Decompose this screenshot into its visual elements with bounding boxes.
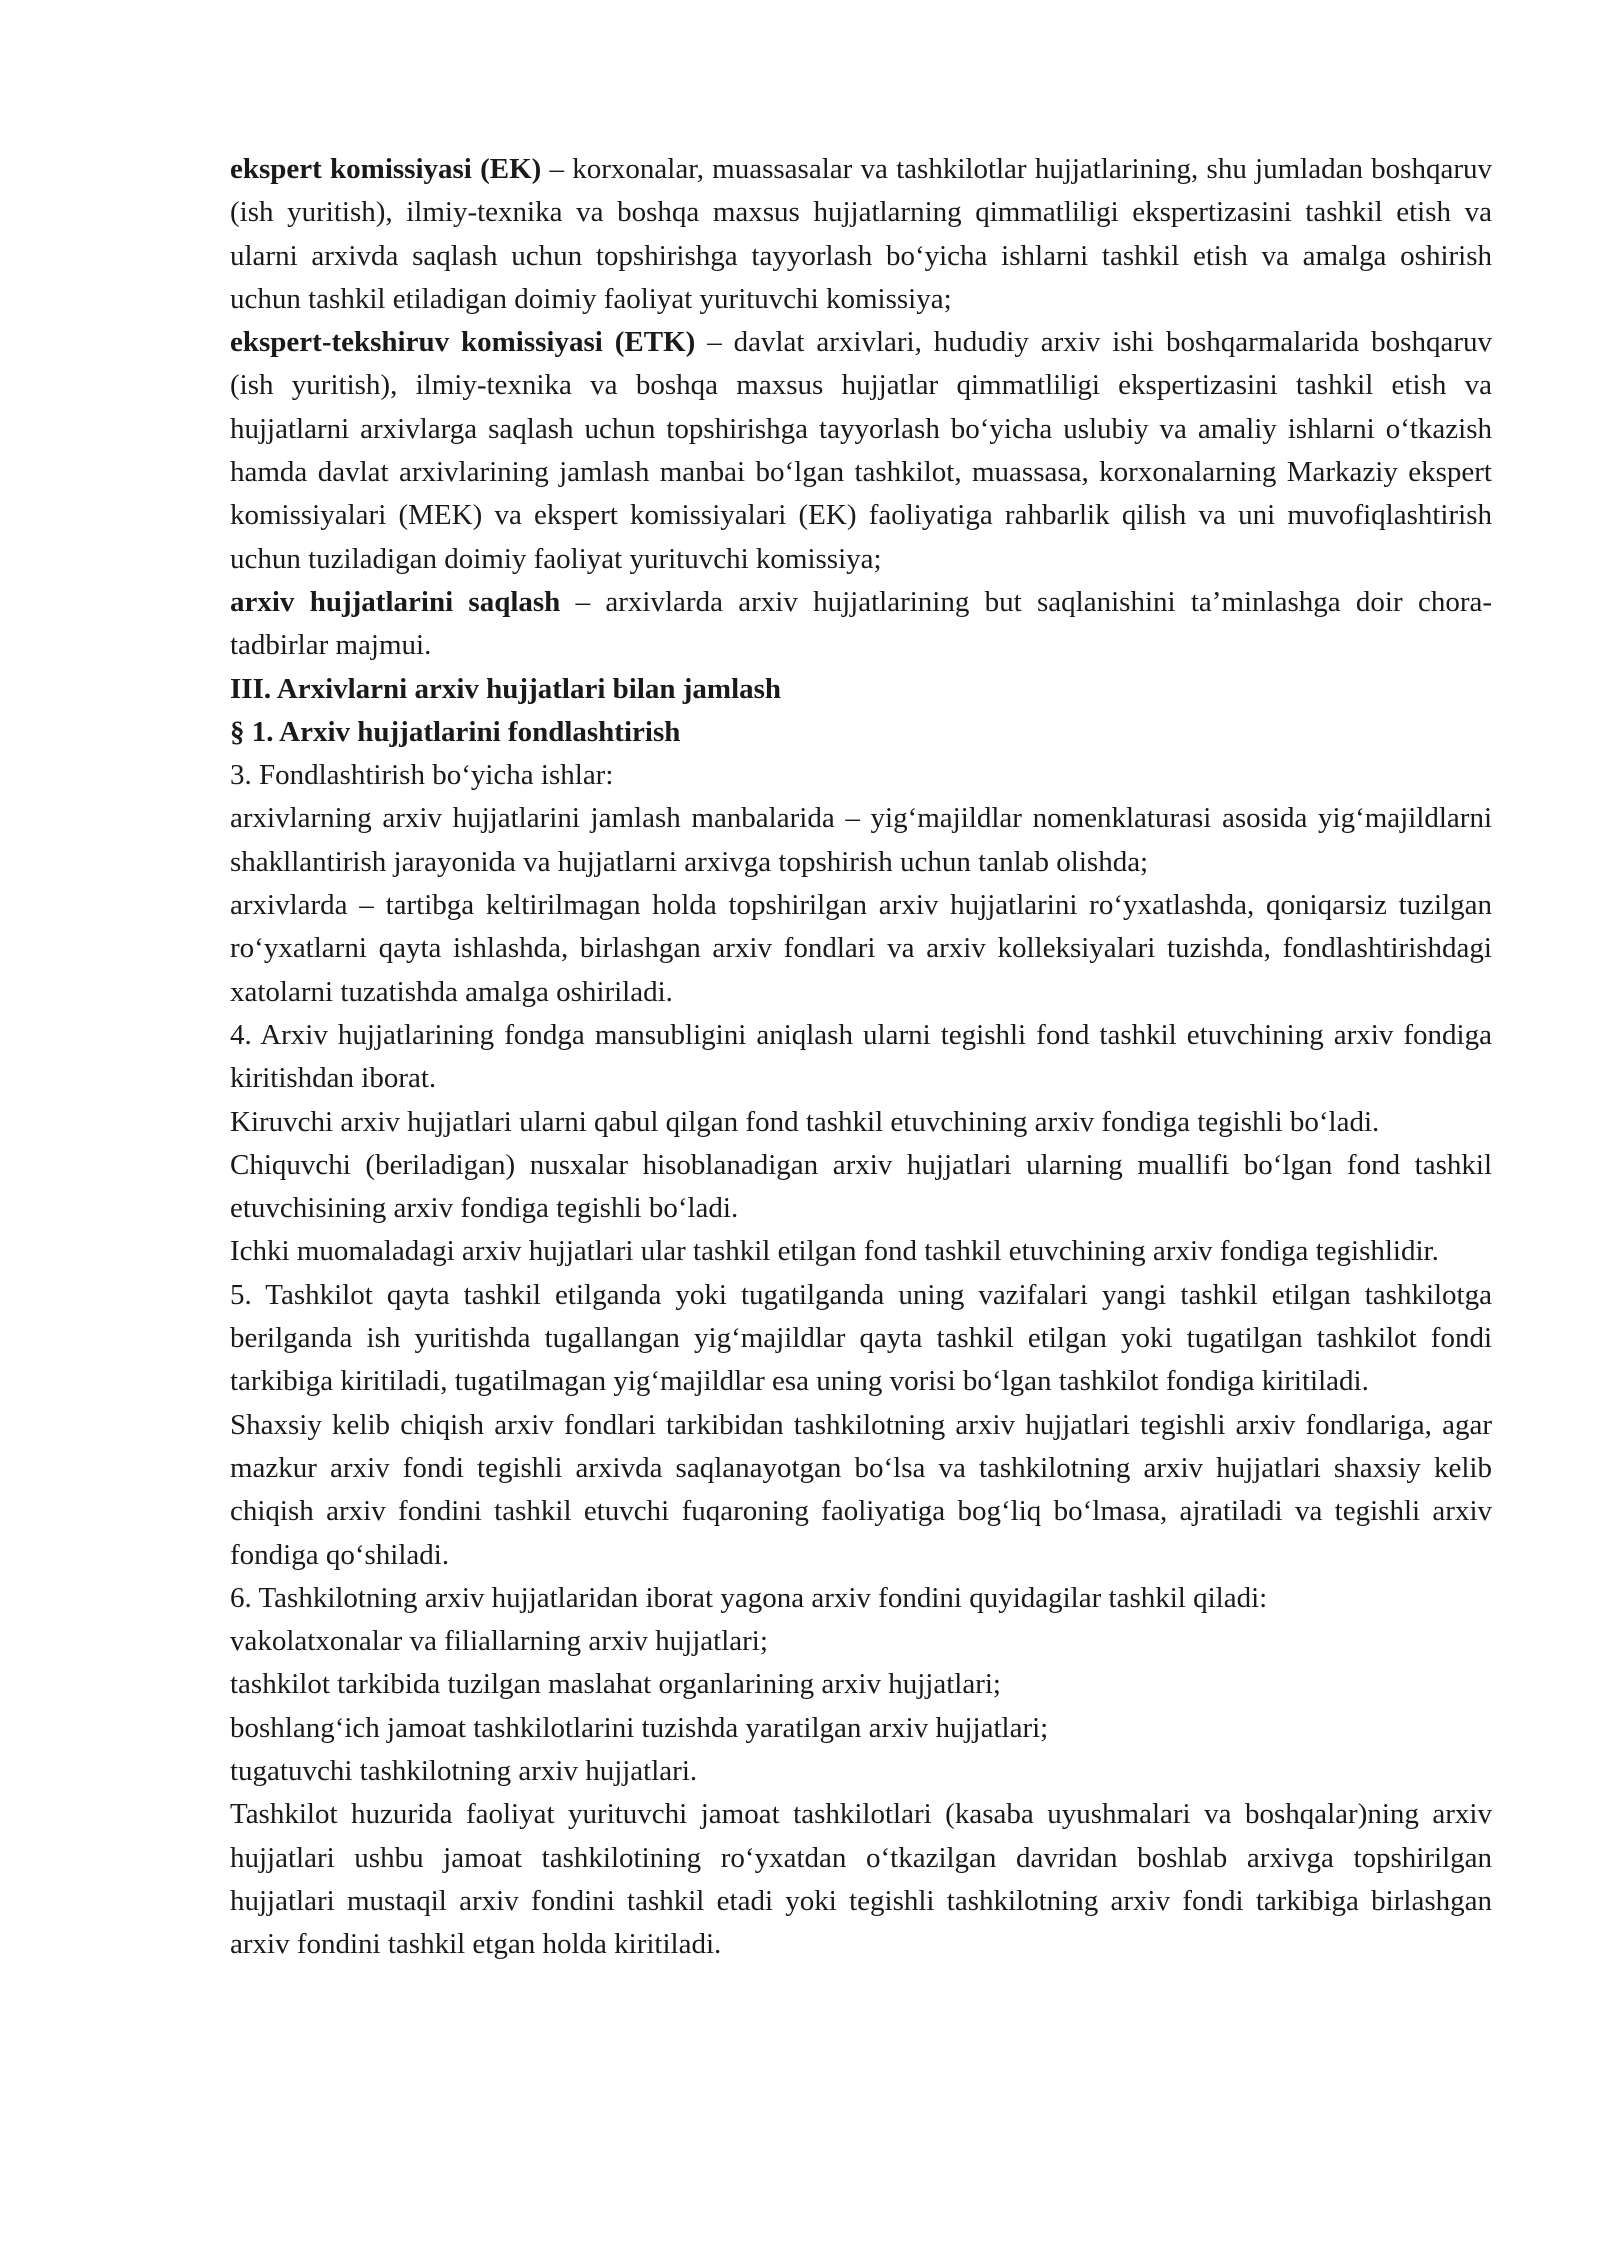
body-paragraph: Kiruvchi arxiv hujjatlari ularni qabul qilgan fond tashkil etuvchining arxiv fondiga tegishli bo‘ladi. [230, 1105, 1380, 1138]
definition-etk-text: – davlat arxivlari, hududiy arxiv ishi boshqarmalarida boshqaruv (ish yuritish), ilmiy-texnika va boshqa maxsus hujjatlar qimmatliligi ekspertizasini tashkil etish va hujjatlarni arxivlarga saqlash uchun topshirishga tayyorlash bo‘yicha uslubiy va amaliy ishlarni o‘tkazish hamda davlat arxivlarining jamlash manbai bo‘lgan tashkilot, muassasa, korxonalarning Markaziy ekspert komissiyalari (MEK) va ekspert komissiyalari (EK) faoliyatiga rahbarlik qilish va uni muvofiqlashtirish uchun tuziladigan doimiy faoliyat yurituvchi komissiya; [230, 326, 1492, 575]
body-paragraph: Ichki muomaladagi arxiv hujjatlari ular tashkil etilgan fond tashkil etuvchining arxiv fondiga tegishlidir. [230, 1235, 1439, 1268]
definition-ek-text: – korxonalar, muassasalar va tashkilotlar hujjatlarining, shu jumladan boshqaruv (ish yuritish), ilmiy-texnika va boshqa maxsus hujjatlarning qimmatliligi ekspertizasini tashkil etish va ularni arxivda saqlash uchun topshirishga tayyorlash bo‘yicha ishlarni tashkil etish va amalga oshirish uchun tashkil etiladigan doimiy faoliyat yurituvchi komissiya; [230, 153, 1492, 315]
body-paragraph: arxivlarda – tartibga keltirilmagan holda topshirilgan arxiv hujjatlarini ro‘yxatlashda, qoniqarsiz tuzilgan ro‘yxatlarni qayta ishlashda, birlashgan arxiv fondlari va arxiv kolleksiyalari tuzishda, fondlashtirishdagi xatolarni tuzatishda amalga oshiriladi. [230, 889, 1492, 1008]
subsection-heading: § 1. Arxiv hujjatlarini fondlashtirish [230, 715, 681, 748]
body-paragraph: 3. Fondlashtirish bo‘yicha ishlar: [230, 759, 614, 792]
body-paragraph: 6. Tashkilotning arxiv hujjatlaridan iborat yagona arxiv fondini quyidagilar tashkil qiladi: [230, 1581, 1268, 1614]
document-page [230, 148, 1492, 1966]
list-item: tashkilot tarkibida tuzilgan maslahat organlarining arxiv hujjatlari; [230, 1668, 1001, 1701]
term-ek: ekspert komissiyasi (EK) [230, 153, 542, 185]
body-paragraph: Tashkilot huzurida faoliyat yurituvchi jamoat tashkilotlari (kasaba uyushmalari va boshqalar)ning arxiv hujjatlari ushbu jamoat tashkilotining ro‘yxatdan o‘tkazilgan davridan boshlab arxivga topshirilgan hujjatlari mustaqil arxiv fondini tashkil etadi yoki tegishli tashkilotning arxiv fondi tarkibiga birlashgan arxiv fondini tashkil etgan holda kiritiladi. [230, 1798, 1492, 1961]
body-paragraph: arxivlarning arxiv hujjatlarini jamlash manbalarida – yig‘majildlar nomenklaturasi asosida yig‘majildlarni shakllantirish jarayonida va hujjatlarni arxivga topshirish uchun tanlab olishda; [230, 802, 1492, 878]
definition-storage [230, 581, 1492, 668]
body-paragraph: 4. Arxiv hujjatlarining fondga mansubligini aniqlash ularni tegishli fond tashkil etuvchining arxiv fondiga kiritishdan iborat. [230, 1018, 1492, 1095]
body-paragraph: Chiquvchi (beriladigan) nusxalar hisoblanadigan arxiv hujjatlari ularning muallifi bo‘lgan fond tashkil etuvchisining arxiv fondiga tegishli bo‘ladi. [230, 1148, 1492, 1225]
list-item: boshlang‘ich jamoat tashkilotlarini tuzishda yaratilgan arxiv hujjatlari; [230, 1711, 1049, 1744]
term-storage: arxiv hujjatlarini saqlash [230, 585, 561, 618]
section-heading: III. Arxivlarni arxiv hujjatlari bilan jamlash [230, 672, 782, 705]
definition-storage-text: – arxivlarda arxiv hujjatlarining but saqlanishini ta’minlashga doir chora-tadbirlar majmui. [230, 585, 1493, 662]
definition-etk [230, 321, 1492, 581]
body-paragraph: 5. Tashkilot qayta tashkil etilganda yoki tugatilganda uning vazifalari yangi tashkil etilgan tashkilotga berilganda ish yuritishda tugallangan yig‘majildlar qayta tashkil etilgan yoki tugatilgan tashkilot fondi tarkibiga kiritiladi, tugatilmagan yig‘majildlar esa uning vorisi bo‘lgan tashkilot fondiga kiritiladi. [230, 1278, 1492, 1398]
definition-ek [230, 148, 1492, 321]
term-etk: ekspert-tekshiruv komissiyasi (ETK) [230, 326, 696, 359]
body-paragraph: Shaxsiy kelib chiqish arxiv fondlari tarkibidan tashkilotning arxiv hujjatlari tegishli arxiv fondlariga, agar mazkur arxiv fondi tegishli arxivda saqlanayotgan bo‘lsa va tashkilotning arxiv hujjatlari shaxsiy kelib chiqish arxiv fondini tashkil etuvchi fuqaroning faoliyatiga bog‘liq bo‘lmasa, ajratiladi va tegishli arxiv fondiga qo‘shiladi. [230, 1408, 1492, 1571]
list-item: vakolatxonalar va filiallarning arxiv hujjatlari; [230, 1625, 768, 1658]
list-item: tugatuvchi tashkilotning arxiv hujjatlari. [230, 1754, 698, 1787]
